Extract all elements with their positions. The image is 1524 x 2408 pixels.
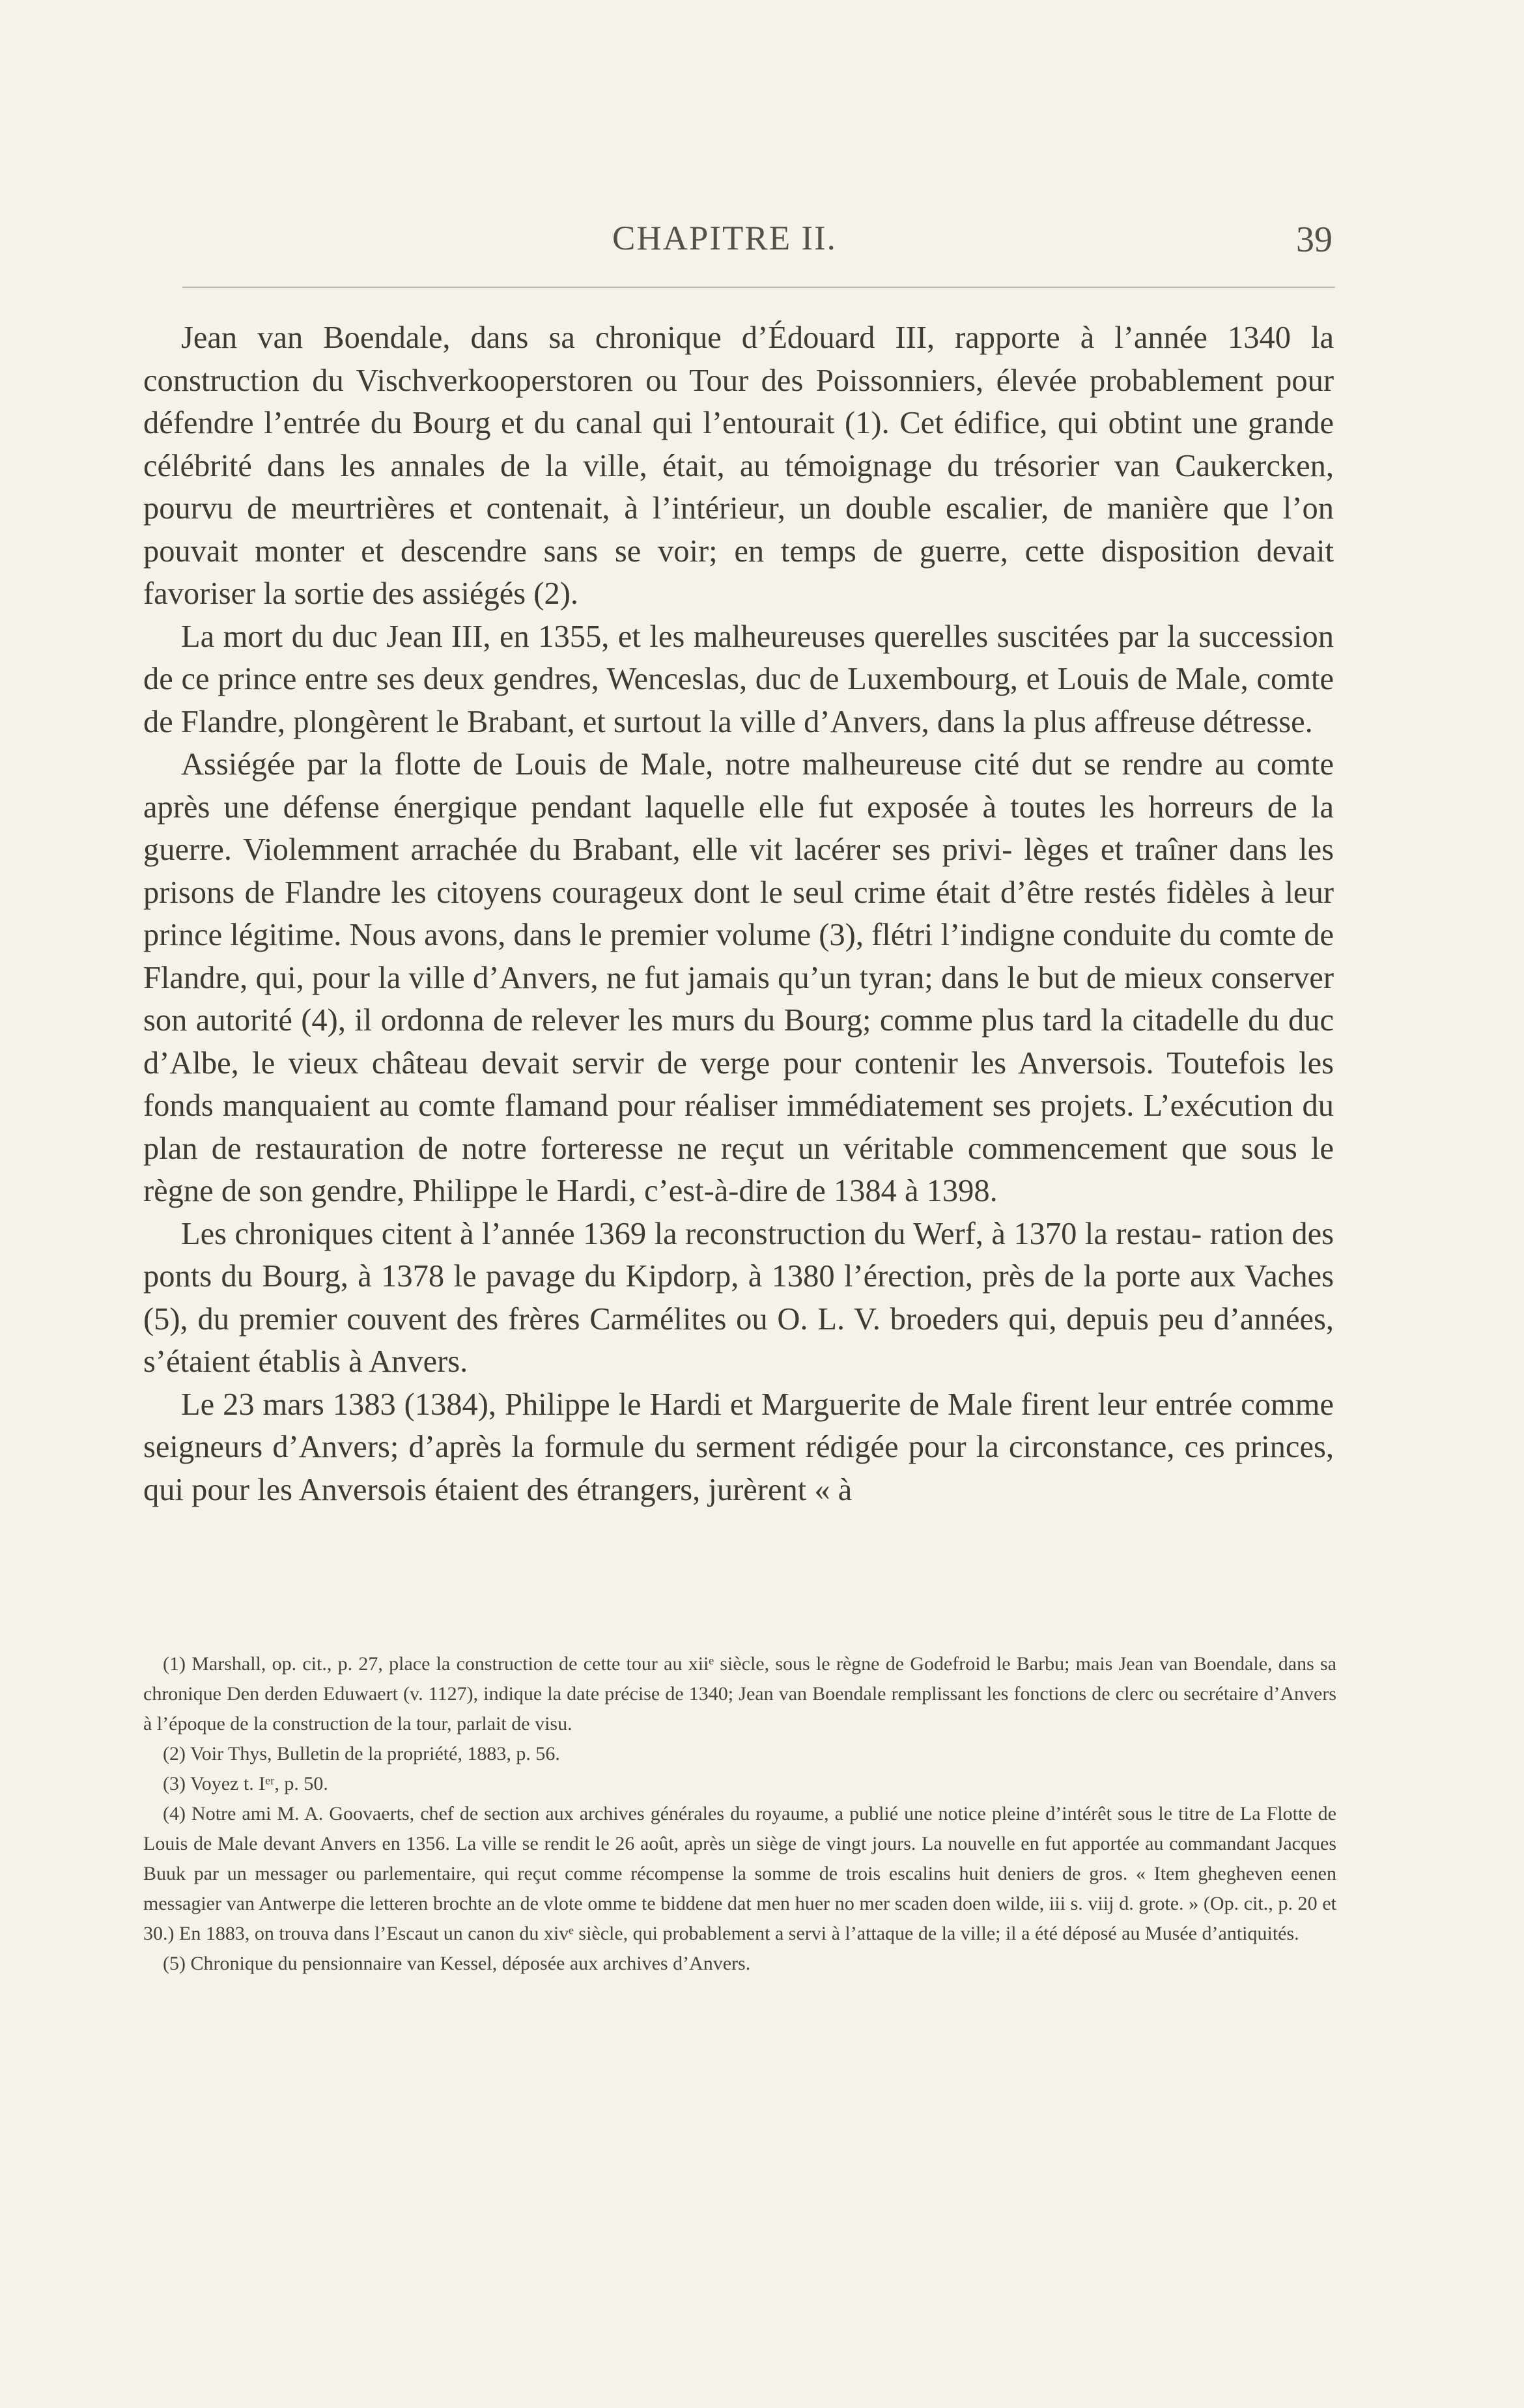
paragraph: La mort du duc Jean III, en 1355, et les malheureuses querelles suscitées par la succession de ce prince entre ses deux gendres, Wenceslas, duc de Luxembourg, et Louis de Male, comte de Flandre, plongèrent le Brabant, et surtout la ville d’Anvers, dans la plus affreuse détresse. bbox=[143, 619, 1334, 739]
header-rule bbox=[182, 287, 1335, 288]
footnote: (5) Chronique du pensionnaire van Kessel, déposée aux archives d’Anvers. bbox=[163, 1953, 751, 1974]
paragraph: Les chroniques citent à l’année 1369 la reconstruction du Werf, à 1370 la restau- ration des ponts du Bourg, à 1378 le pavage du Kipdorp, à 1380 l’érection, près de la porte aux Vaches (5), du premier couvent des frères Carmélites ou O. L. V. broeders qui, depuis peu d’années, s’étaient établis à Anvers. bbox=[143, 1216, 1334, 1379]
footnote: (2) Voir Thys, Bulletin de la propriété, 1883, p. 56. bbox=[163, 1743, 560, 1764]
paragraph: Le 23 mars 1383 (1384), Philippe le Hardi et Marguerite de Male firent leur entrée comme seigneurs d’Anvers; d’après la formule du serment rédigée pour la circonstance, ces princes, qui pour les Anversois étaient des étrangers, jurèrent « à bbox=[143, 1387, 1334, 1507]
main-text bbox=[143, 317, 1334, 1511]
footnote: (1) Marshall, op. cit., p. 27, place la construction de cette tour au xiiᵉ siècle, sous le règne de Godefroid le Barbu; mais Jean van Boendale, dans sa chronique Den derden Eduwaert (v. 1127), indique la date précise de 1340; Jean van Boendale remplissant les fonctions de clerc ou secrétaire d’Anvers à l’époque de la construction de la tour, parlait de visu. bbox=[143, 1653, 1336, 1735]
paragraph: Jean van Boendale, dans sa chronique d’Édouard III, rapporte à l’année 1340 la construction du Vischverkooperstoren ou Tour des Poissonniers, élevée probablement pour défendre l’entrée du Bourg et du canal qui l’entourait (1). Cet édifice, qui obtint une grande célébrité dans les annales de la ville, était, au témoignage du trésorier van Caukercken, pourvu de meurtrières et contenait, à l’intérieur, un double escalier, de manière que l’on pouvait monter et descendre sans se voir; en temps de guerre, cette disposition devait favoriser la sortie des assiégés (2). bbox=[143, 320, 1334, 611]
page-number: 39 bbox=[1296, 220, 1333, 260]
paragraph: Assiégée par la flotte de Louis de Male, notre malheureuse cité dut se rendre au comte après une défense énergique pendant laquelle elle fut exposée à toutes les horreurs de la guerre. Violemment arrachée du Brabant, elle vit lacérer ses privi- lèges et traîner dans les prisons de Flandre les citoyens courageux dont le seul crime était d’être restés fidèles à leur prince légitime. Nous avons, dans le premier volume (3), flétri l’indigne conduite du comte de Flandre, qui, pour la ville d’Anvers, ne fut jamais qu’un tyran; dans le but de mieux conserver son autorité (4), il ordonna de relever les murs du Bourg; comme plus tard la citadelle du duc d’Albe, le vieux château devait servir de verge pour contenir les Anversois. Toutefois les fonds manquaient au comte flamand pour réaliser immédiatement ses projets. L’exécution du plan de restauration de notre forteresse ne reçut un véritable commencement que sous le règne de son gendre, Philippe le Hardi, c’est-à-dire de 1384 à 1398. bbox=[143, 747, 1334, 1208]
footnote: (4) Notre ami M. A. Goovaerts, chef de section aux archives générales du royaume, a publié une notice pleine d’intérêt sous le titre de La Flotte de Louis de Male devant Anvers en 1356. La ville se rendit le 26 août, après un siège de vingt jours. La nouvelle en fut apportée au commandant Jacques Buuk par un messager ou parlementaire, qui reçut comme récompense la somme de trois escalins huit deniers de gros. « Item gheghеven eenen messagier van Antwerpe die letteren brochte an de vlote omme te biddene dat men huer no mer scaden doen wilde, iii s. viij d. grote. » (Op. cit., p. 20 et 30.) En 1883, on trouva dans l’Escaut un canon du xivᵉ siècle, qui probablement a servi à l’attaque de la ville; il a été déposé au Musée d’antiquités. bbox=[143, 1803, 1336, 1944]
running-head-chapter: CHAPITRE II. bbox=[612, 220, 837, 257]
footnote: (3) Voyez t. Iᵉʳ, p. 50. bbox=[163, 1773, 328, 1794]
footnotes bbox=[143, 1649, 1336, 1979]
